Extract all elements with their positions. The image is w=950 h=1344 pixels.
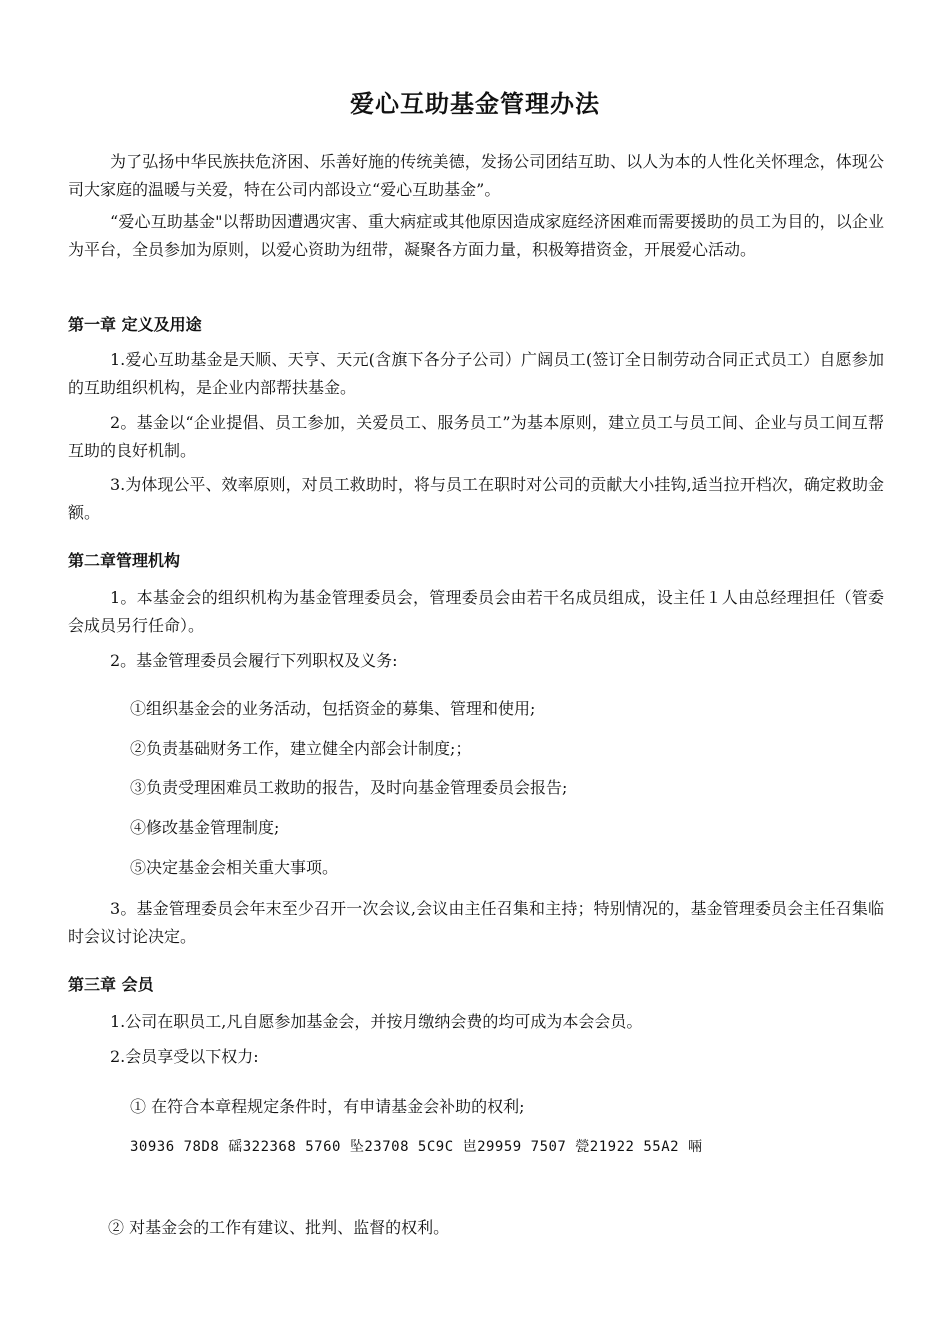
duty-item-1: ①组织基金会的业务活动，包括资金的募集、管理和使用; [130, 699, 536, 718]
duty-item-4: ④修改基金管理制度; [130, 818, 280, 837]
chapter-2-clause-1: 1。本基金会的组织机构为基金管理委员会，管理委员会由若干名成员组成，设主任１人由总经理担任（管委会成员另行任命）。 [68, 588, 884, 635]
page-title: 爱心互助基金管理办法 [350, 89, 600, 118]
intro-paragraph-1: 为了弘扬中华民族扶危济困、乐善好施的传统美德，发扬公司团结互助、以人为本的人性化关怀理念，体现公司大家庭的温暖与关爱，特在公司内部设立“爱心互助基金”。 [68, 152, 884, 199]
chapter-1-clause-1: 1.爱心互助基金是天顺、天亨、天元(含旗下各分子公司）广阔员工(签订全日制劳动合同正式员工）自愿参加的互助组织机构，是企业内部帮扶基金。 [68, 350, 884, 397]
right-item-1: ① 在符合本章程规定条件时，有申请基金会补助的权利; [130, 1097, 525, 1116]
chapter-1-clause-2: 2。基金以“企业提倡、员工参加，关爱员工、服务员工”为基本原则，建立员工与员工间、企业与员工间互帮互助的良好机制。 [68, 413, 884, 460]
chapter-2-clause-2: 2。基金管理委员会履行下列职权及义务: [110, 651, 398, 670]
code-line: 30936 78D8 磘322368 5760 坠23708 5C9C 岜29959 7507 甇21922 55A2 啢 [130, 1139, 703, 1155]
chapter-3-heading: 第三章 会员 [68, 975, 154, 994]
duty-item-5: ⑤决定基金会相关重大事项。 [130, 858, 339, 877]
duty-item-2: ②负责基础财务工作，建立健全内部会计制度;； [130, 739, 472, 758]
intro-paragraph-2: “爱心互助基金"以帮助因遭遇灾害、重大病症或其他原因造成家庭经济困难而需要援助的员工为目的，以企业为平台，全员参加为原则，以爱心资助为纽带，凝聚各方面力量，积极筹措资金，开展爱心活动。 [68, 212, 884, 259]
chapter-1-heading: 第一章 定义及用途 [68, 315, 202, 334]
chapter-3-clause-1: 1.公司在职员工,凡自愿参加基金会，并按月缴纳会费的均可成为本会会员。 [110, 1012, 643, 1031]
chapter-2-heading: 第二章管理机构 [68, 551, 181, 570]
chapter-1-clause-3: 3.为体现公平、效率原则，对员工救助时，将与员工在职时对公司的贡献大小挂钩,适当拉开档次，确定救助金额。 [68, 475, 884, 522]
chapter-2-clause-3: 3。基金管理委员会年末至少召开一次会议,会议由主任召集和主持；特别情况的，基金管理委员会主任召集临时会议讨论决定。 [68, 899, 884, 946]
right-item-2: ② 对基金会的工作有建议、批判、监督的权利。 [108, 1218, 450, 1237]
duty-item-3: ③负责受理困难员工救助的报告，及时向基金管理委员会报告; [130, 778, 568, 797]
chapter-3-clause-2: 2.会员享受以下权力: [110, 1047, 259, 1066]
